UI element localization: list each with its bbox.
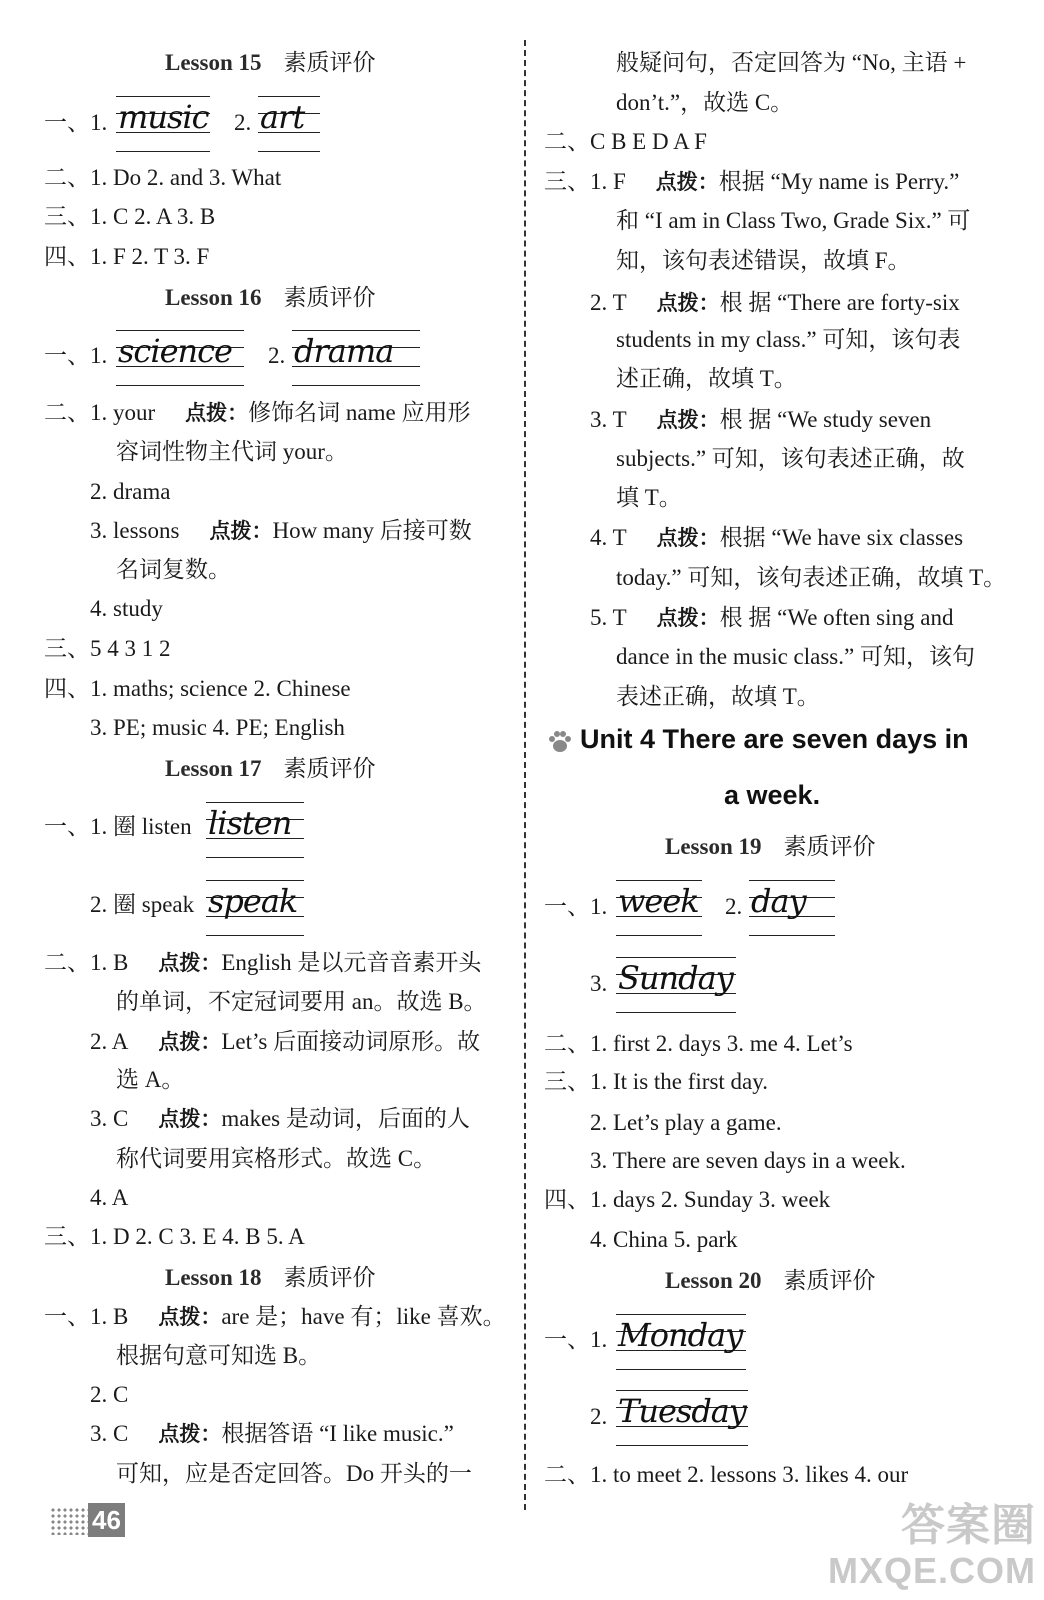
hint-label: 点拨： bbox=[158, 1422, 222, 1446]
l18-section1-item3-cont: 可知，应是否定回答。Do 开头的一 bbox=[116, 1461, 472, 1486]
handwritten-word: listen bbox=[208, 804, 292, 842]
item-answer: 4. T bbox=[590, 525, 627, 550]
hint-label: 点拨： bbox=[655, 170, 719, 194]
l15-section4: 四、1. F 2. T 3. F bbox=[44, 244, 210, 269]
hint-label: 点拨： bbox=[656, 291, 720, 315]
unit-title-line2: a week. bbox=[724, 780, 821, 810]
l16-section2-item1 bbox=[44, 398, 470, 428]
item-answer: 2. T bbox=[590, 290, 627, 315]
lesson-title: Lesson 15 bbox=[165, 50, 262, 75]
lesson-15-heading bbox=[165, 48, 376, 78]
hint-text: How many 后接可数 bbox=[272, 518, 472, 543]
hint-label: 点拨： bbox=[185, 401, 249, 425]
right-s3-item1-cont1: 和 “I am in Class Two, Grade Six.” 可 bbox=[616, 208, 971, 233]
l17-section2-item3-cont: 称代词要用宾格形式。故选 C。 bbox=[116, 1146, 437, 1171]
hint-text: 根 据 “We study seven bbox=[719, 407, 932, 432]
hint-text: 修饰名词 name 应用形 bbox=[248, 400, 471, 425]
lesson-eval-label: 素质评价 bbox=[283, 1265, 376, 1290]
l17-section2-item2 bbox=[90, 1027, 480, 1057]
handwritten-word: speak bbox=[208, 882, 298, 920]
hint-label: 点拨： bbox=[158, 951, 222, 975]
right-s3-item3-cont2: 填 T。 bbox=[616, 485, 682, 510]
hint-text: are 是；have 有；like 喜欢。 bbox=[221, 1304, 506, 1329]
paw-icon bbox=[546, 728, 574, 756]
l20-handwriting-tuesday bbox=[616, 1390, 748, 1446]
l19-handwriting-day bbox=[749, 880, 835, 936]
item-answer: 3. C bbox=[90, 1106, 129, 1131]
right-section2: 二、C B E D A F bbox=[544, 129, 707, 154]
lesson-eval-label: 素质评价 bbox=[783, 1268, 876, 1293]
l16-section3: 三、5 4 3 1 2 bbox=[44, 636, 171, 661]
item-answer: 二、1. B bbox=[44, 950, 129, 975]
page-number-badge bbox=[50, 1503, 128, 1537]
l18-section1-item1 bbox=[44, 1302, 506, 1332]
item-answer: 5. T bbox=[590, 605, 627, 630]
watermark-top: 答案圈 bbox=[901, 1501, 1036, 1550]
l16-handwriting-drama bbox=[292, 330, 420, 386]
page-number: 46 bbox=[88, 1503, 125, 1537]
right-s3-item2-cont1: students in my class.” 可知，该句表 bbox=[616, 327, 961, 352]
hint-label: 点拨： bbox=[656, 606, 720, 630]
handwritten-word: science bbox=[118, 332, 232, 370]
column-divider bbox=[524, 40, 526, 1510]
handwritten-word: art bbox=[260, 98, 305, 136]
l19-section3-line3: 3. There are seven days in a week. bbox=[590, 1148, 906, 1173]
lesson-17-heading bbox=[165, 754, 376, 784]
watermark-bottom: MXQE.COM bbox=[827, 1550, 1036, 1591]
item-answer: 3. C bbox=[90, 1421, 129, 1446]
l15-item2-number: 2. bbox=[234, 110, 252, 135]
hint-text: 根据 “We have six classes bbox=[719, 525, 964, 550]
hint-label: 点拨： bbox=[209, 519, 273, 543]
lesson-title: Lesson 19 bbox=[665, 834, 762, 859]
l18-section1-item3 bbox=[90, 1419, 454, 1449]
item-answer: 3. lessons bbox=[90, 518, 180, 543]
watermark bbox=[828, 1502, 1036, 1592]
hint-label: 点拨： bbox=[158, 1030, 222, 1054]
l20-handwriting-monday bbox=[616, 1314, 746, 1370]
item-answer: 3. T bbox=[590, 407, 627, 432]
l18-section1-item2: 2. C bbox=[90, 1382, 129, 1407]
dots-decoration bbox=[50, 1507, 90, 1535]
handwritten-word: day bbox=[751, 882, 806, 920]
l19-item2-number: 2. bbox=[725, 894, 743, 919]
l16-section4-line2: 3. PE; music 4. PE; English bbox=[90, 715, 345, 740]
l17-section2-item3 bbox=[90, 1104, 470, 1134]
right-s3-item2 bbox=[590, 288, 960, 318]
handwritten-word: drama bbox=[294, 332, 394, 370]
lesson-eval-label: 素质评价 bbox=[283, 285, 376, 310]
handwritten-word: Tuesday bbox=[618, 1392, 746, 1430]
right-s3-item5 bbox=[590, 603, 953, 633]
l17-section2-item2-cont: 选 A。 bbox=[116, 1067, 185, 1092]
hint-text: 根据答语 “I like music.” bbox=[221, 1421, 454, 1446]
lesson-title: Lesson 16 bbox=[165, 285, 262, 310]
l19-section2: 二、1. first 2. days 3. me 4. Let’s bbox=[544, 1031, 853, 1056]
handwritten-word: Sunday bbox=[618, 959, 733, 997]
item-answer: 二、1. your bbox=[44, 400, 156, 425]
l15-section2: 二、1. Do 2. and 3. What bbox=[44, 165, 282, 190]
l19-section3-line1: 三、1. It is the first day. bbox=[544, 1069, 769, 1094]
right-s3-item3-cont1: subjects.” 可知，该句表述正确，故 bbox=[616, 446, 965, 471]
l17-handwriting-listen bbox=[206, 802, 304, 858]
l16-item2-number: 2. bbox=[268, 343, 286, 368]
l17-section3: 三、1. D 2. C 3. E 4. B 5. A bbox=[44, 1224, 305, 1249]
lesson-eval-label: 素质评价 bbox=[783, 834, 876, 859]
l19-section3-line2: 2. Let’s play a game. bbox=[590, 1110, 782, 1135]
lesson-title: Lesson 20 bbox=[665, 1268, 762, 1293]
hint-label: 点拨： bbox=[656, 408, 720, 432]
l19-section4-line1: 四、1. days 2. Sunday 3. week bbox=[544, 1187, 831, 1212]
unit-title-line1: Unit 4 There are seven days in bbox=[580, 724, 969, 754]
lesson-title: Lesson 17 bbox=[165, 756, 262, 781]
lesson-eval-label: 素质评价 bbox=[283, 756, 376, 781]
right-s3-item4-cont1: today.” 可知，该句表述正确，故填 T。 bbox=[616, 565, 1007, 590]
l17-section1-item1: 一、1. 圈 listen bbox=[44, 814, 192, 839]
l16-section2-item3-cont: 名词复数。 bbox=[116, 557, 231, 582]
lesson-19-heading bbox=[665, 832, 876, 862]
item-answer: 2. A bbox=[90, 1029, 129, 1054]
handwritten-word: Monday bbox=[618, 1316, 743, 1354]
hint-label: 点拨： bbox=[656, 526, 720, 550]
l19-handwriting-sunday bbox=[616, 957, 736, 1013]
hint-text: 根 据 “There are forty-six bbox=[719, 290, 960, 315]
l19-section1-prefix: 一、1. bbox=[544, 894, 608, 919]
right-s3-item1-cont2: 知，该句表述错误，故填 F。 bbox=[616, 248, 911, 273]
l20-section2: 二、1. to meet 2. lessons 3. likes 4. our bbox=[544, 1462, 909, 1487]
l19-section4-line2: 4. China 5. park bbox=[590, 1227, 738, 1252]
hint-label: 点拨： bbox=[158, 1305, 222, 1329]
l15-section1-prefix: 一、1. bbox=[44, 110, 108, 135]
l16-section2-item1-cont: 容词性物主代词 your。 bbox=[116, 439, 348, 464]
hint-label: 点拨： bbox=[158, 1107, 222, 1131]
l15-handwriting-art bbox=[258, 96, 320, 152]
item-answer: 一、1. B bbox=[44, 1304, 129, 1329]
l17-handwriting-speak bbox=[206, 880, 304, 936]
right-cont-line1: 般疑问句，否定回答为 “No, 主语 + bbox=[616, 50, 967, 75]
l17-section1-item2: 2. 圈 speak bbox=[90, 892, 195, 917]
l15-section3: 三、1. C 2. A 3. B bbox=[44, 204, 216, 229]
l16-handwriting-science bbox=[116, 330, 244, 386]
l19-handwriting-week bbox=[616, 880, 702, 936]
lesson-20-heading bbox=[665, 1266, 876, 1296]
l20-section1-prefix: 一、1. bbox=[544, 1327, 608, 1352]
hint-text: Let’s 后面接动词原形。故 bbox=[221, 1029, 481, 1054]
l16-section2-item2: 2. drama bbox=[90, 479, 171, 504]
l19-item3-number: 3. bbox=[590, 971, 608, 996]
l16-section2-item4: 4. study bbox=[90, 596, 163, 621]
hint-text: English 是以元音音素开头 bbox=[221, 950, 482, 975]
lesson-18-heading bbox=[165, 1263, 376, 1293]
lesson-title: Lesson 18 bbox=[165, 1265, 262, 1290]
right-s3-item5-cont2: 表述正确，故填 T。 bbox=[616, 684, 820, 709]
hint-text: makes 是动词，后面的人 bbox=[221, 1106, 470, 1131]
lesson-eval-label: 素质评价 bbox=[283, 50, 376, 75]
item-answer: 三、1. F bbox=[544, 169, 626, 194]
l17-section2-item1 bbox=[44, 948, 481, 978]
hint-text: 根 据 “We often sing and bbox=[719, 605, 954, 630]
l16-section2-item3 bbox=[90, 516, 472, 546]
right-s3-item4 bbox=[590, 523, 963, 553]
right-cont-line2: don’t.”，故选 C。 bbox=[616, 90, 794, 115]
l15-handwriting-music bbox=[116, 96, 210, 152]
l17-section2-item4: 4. A bbox=[90, 1185, 129, 1210]
handwritten-word: music bbox=[118, 98, 209, 136]
right-s3-item3 bbox=[590, 405, 931, 435]
l17-section2-item1-cont: 的单词，不定冠词要用 an。故选 B。 bbox=[116, 989, 487, 1014]
l20-item2-number: 2. bbox=[590, 1404, 608, 1429]
l16-section4-line1: 四、1. maths; science 2. Chinese bbox=[44, 676, 351, 701]
right-s3-item5-cont1: dance in the music class.” 可知，该句 bbox=[616, 644, 975, 669]
l18-section1-item1-cont: 根据句意可知选 B。 bbox=[116, 1343, 322, 1368]
l16-section1-prefix: 一、1. bbox=[44, 343, 108, 368]
right-s3-item2-cont2: 述正确，故填 T。 bbox=[616, 366, 797, 391]
lesson-16-heading bbox=[165, 283, 376, 313]
hint-text: 根据 “My name is Perry.” bbox=[718, 169, 960, 194]
handwritten-word: week bbox=[618, 882, 699, 920]
right-s3-item1 bbox=[544, 167, 959, 197]
